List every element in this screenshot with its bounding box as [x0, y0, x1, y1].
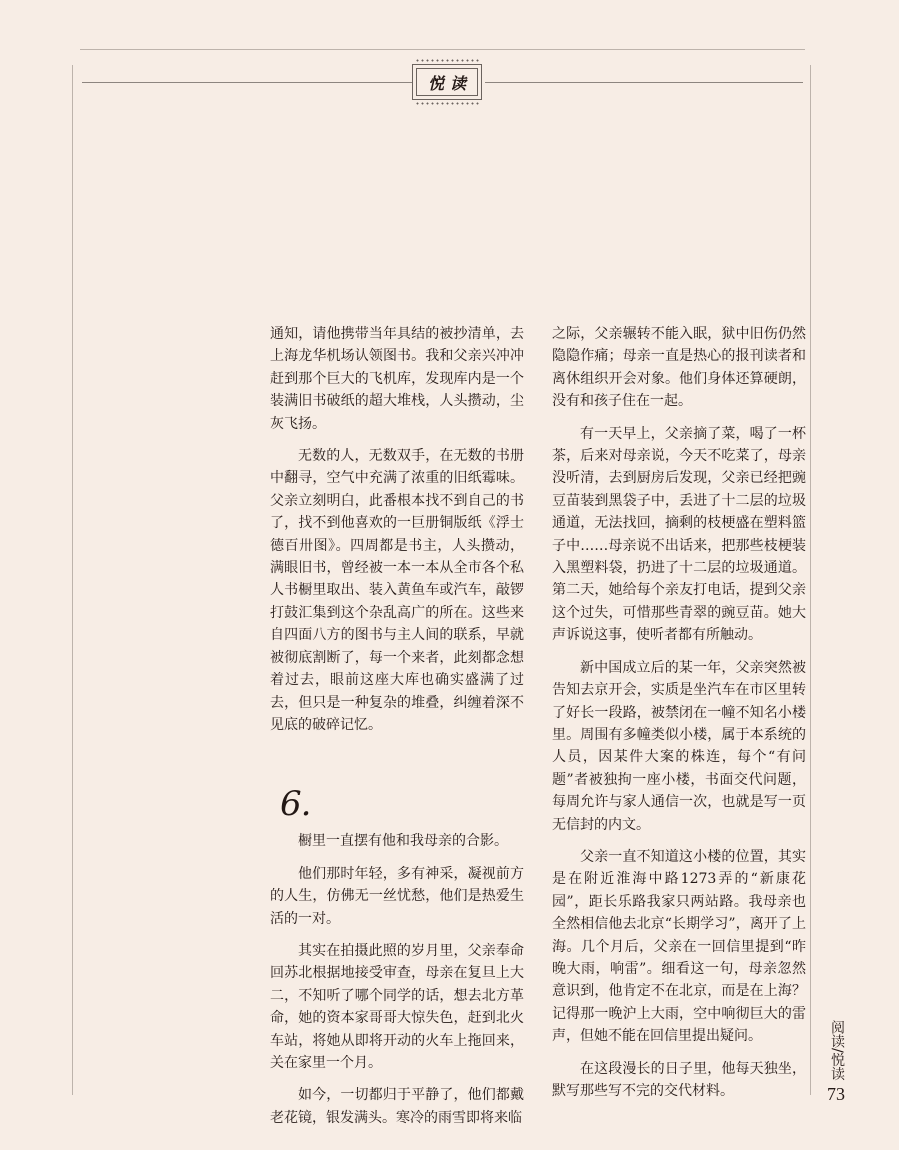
paragraph: 有一天早上，父亲摘了菜，喝了一杯茶，后来对母亲说，今天不吃菜了，母亲没听清，去到厨房后发现，父亲已经把豌豆苗装到黑袋子中，丢进了十二层的垃圾通道，无法找回，摘剩的枝梗盛在塑料篮子中……母亲说不出话来，把那些枝梗装入黑塑料袋，扔进了十二层的垃圾通道。第二天，她给每个亲友打电话，提到父亲这个过失，可惜那些青翠的豌豆苗。她大声诉说这事，使听者都有所触动。: [552, 425, 806, 644]
folio-magazine: 阅读: [829, 1020, 845, 1048]
paragraph: 无数的人，无数双手，在无数的书册中翻寻，空气中充满了浓重的旧纸霉味。父亲立刻明白，此番根本找不到自己的书了，找不到他喜欢的一巨册铜版纸《浮士德百卅图》。四周都是书主，人头攒动，满眼旧书，曾经被一本一本从全市各个私人书橱里取出、装入黄鱼车或汽车，敲锣打鼓汇集到这个杂乱高广的所在。这些来自四面八方的图书与主人间的联系，早就被彻底割断了，每一个来者，此刻都念想着过去，眼前这座大库也确实盛满了过去，但只是一种复杂的堆叠，纠缠着深不见底的破碎记忆。: [270, 448, 524, 733]
section-number: 6.: [280, 784, 311, 825]
folio: [829, 1020, 855, 1105]
paragraph: 新中国成立后的某一年，父亲突然被告知去京开会，实质是坐汽车在市区里转了好长一段路，被禁闭在一幢不知名小楼里。周围有多幢类似小楼，属于本系统的人员，因某件大案的株连，每个“有问题”者被独拘一座小楼，书面交代问题，每周允许与家人通信一次，也就是写一页无信封的内文。: [552, 659, 806, 833]
top-rule: [80, 49, 805, 50]
section-badge: [412, 64, 482, 100]
paragraph: 其实在拍摄此照的岁月里，父亲奉命回苏北根据地接受审查，母亲在复旦上大二，不知听了哪个同学的话，想去北方革命，她的资本家哥哥大惊失色，赶到北火车站，将她从即将开动的火车上拖回来，关在家里一个月。: [270, 942, 524, 1071]
paragraph: 橱里一直摆有他和我母亲的合影。: [298, 833, 508, 850]
header-line-right: [485, 82, 803, 83]
text-column-right: [552, 323, 806, 1112]
folio-separator: /: [829, 1048, 845, 1053]
header-line-left: [82, 82, 412, 83]
badge-dots-bottom: [415, 102, 479, 105]
paragraph: 在这段漫长的日子里，他每天独坐，默写那些写不完的交代材料。: [552, 1060, 806, 1099]
badge-dots-top: [415, 59, 479, 62]
page-number: 73: [827, 1084, 845, 1104]
paragraph: 如今，一切都归于平静了，他们都戴老花镜，银发满头。寒冷的雨雪即将来临: [270, 1087, 524, 1126]
badge-frame: [416, 68, 478, 96]
folio-running-title: [829, 1020, 844, 1082]
left-margin-rule: [72, 65, 73, 1095]
right-margin-rule: [810, 65, 811, 1095]
section-label: 悦读: [427, 73, 472, 93]
text-column-left: [270, 323, 524, 1139]
paragraph: 他们那时年轻，多有神采，凝视前方的人生，仿佛无一丝忧愁，他们是热爱生活的一对。: [270, 865, 524, 927]
paragraph: 通知，请他携带当年具结的被抄清单，去上海龙华机场认领图书。我和父亲兴冲冲赶到那个巨大的飞机库，发现库内是一个装满旧书破纸的超大堆栈，人头攒动，尘灰飞扬。: [270, 326, 524, 432]
paragraph: 之际，父亲辗转不能入眠，狱中旧伤仍然隐隐作痛；母亲一直是热心的报刊读者和离休组织开会对象。他们身体还算硬朗，没有和孩子住在一起。: [552, 326, 806, 410]
folio-section: 悦读: [829, 1052, 845, 1081]
paragraph: 父亲一直不知道这小楼的位置，其实是在附近淮海中路1273弄的“新康花园”，距长乐路我家只两站路。我母亲也全然相信他去北京“长期学习”，离开了上海。几个月后，父亲在一回信里提到“昨晚大雨，响雷”。细看这一句，母亲忽然意识到，他肯定不在北京，而是在上海？记得那一晚沪上大雨，空中响彻巨大的雷声，但她不能在回信里提出疑问。: [552, 848, 806, 1045]
